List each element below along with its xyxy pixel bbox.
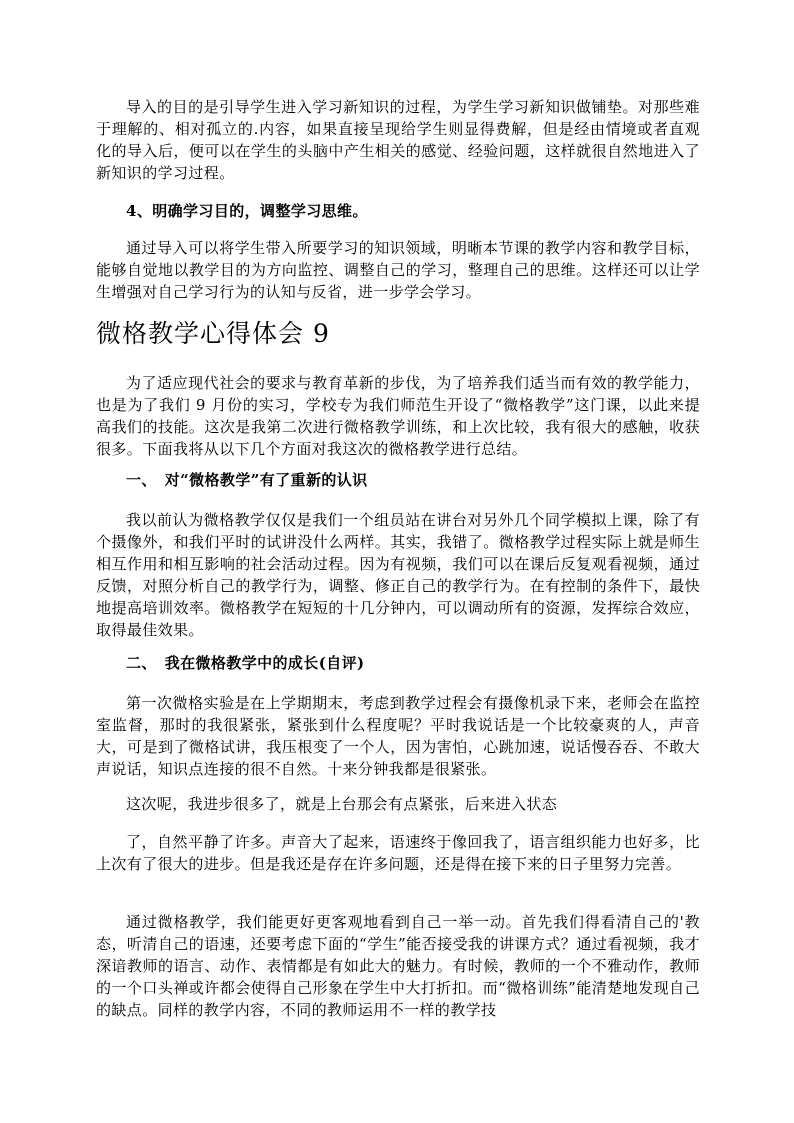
paragraph-progress: 这次呢，我进步很多了，就是上台那会有点紧张，后来进入状态 <box>126 795 558 813</box>
paragraph-background: 为了适应现代社会的要求与教育革新的步伐，为了培养我们适当而有效的教学能力，也是为了我们 9 月份的实习，学校专为我们师范生开设了“微格教学”这门课，以此来提高我们的技能。这次是我第二次进行微格教学训练，和上次比较，我有很大的感触，收获很多。下面我将从以下几个方面对我这次的微格教学进行总结。 <box>96 374 700 458</box>
paragraph-intro-effect: 通过导入可以将学生带入所要学习的知识领域，明晰本节课的教学内容和教学目标，能够自觉地以教学目的为方向监控、调整自己的学习，整理自己的思维。这样还可以让学生增强对自己学习行为的认知与反省，进一步学会学习。 <box>96 239 700 301</box>
subheading-one: 一、 对“微格教学”有了重新的认识 <box>126 471 368 489</box>
subheading-two: 二、 我在微格教学中的成长(自评) <box>126 654 365 672</box>
paragraph-understanding: 我以前认为微格教学仅仅是我们一个组员站在讲台对另外几个同学模拟上课，除了有个摄像外，和我们平时的试讲没什么两样。其实，我错了。微格教学过程实际上就是师生相互作用和相互影响的社会活动过程。因为有视频，我们可以在课后反复观看视频，通过反馈，对照分析自己的教学行为，调整、修正自己的教学行为。在有控制的条件下，最快地提高培训效率。微格教学在短短的十几分钟内，可以调动所有的资源，发挥综合效应，取得最佳效果。 <box>96 511 700 639</box>
paragraph-improvement: 了，自然平静了许多。声音大了起来，语速终于像回我了，语言组织能力也好多，比上次有了很大的进步。但是我还是存在许多问题，还是得在接下来的日子里努力完善。 <box>96 833 700 873</box>
section-title: 微格教学心得体会 9 <box>96 319 330 348</box>
paragraph-reflection: 通过微格教学，我们能更好更客观地看到自己一举一动。首先我们得看清自己的'教态，听清自己的语速，还要考虑下面的“学生”能否接受我的讲课方式？通过看视频，我才深谙教师的语言、动作、表情都是有如此大的魅力。有时候，教师的一个不雅动作，教师的一个口头禅或许都会使得自己形象在学生中大打折扣。而“微格训练”能清楚地发现自己的缺点。同样的教学内容，不同的教师运用不一样的教学技 <box>96 913 700 1019</box>
paragraph-first-experiment: 第一次微格实验是在上学期期末，考虑到教学过程会有摄像机录下来，老师会在监控室监督，那时的我很紧张，紧张到什么程度呢？平时我说话是一个比较豪爽的人，声音大，可是到了微格试讲，我压根变了一个人，因为害怕，心跳加速，说话慢吞吞、不敢大声说话，知识点连接的很不自然。十来分钟我都是很紧张。 <box>96 694 700 778</box>
heading-point-4: 4、明确学习目的，调整学习思维。 <box>126 202 368 220</box>
paragraph-intro-purpose: 导入的目的是引导学生进入学习新知识的过程，为学生学习新知识做铺垫。对那些难于理解的、相对孤立的.内容，如果直接呈现给学生则显得费解，但是经由情境或者直观化的导入后，便可以在学生的头脑中产生相关的感觉、经验问题，这样就很自然地进入了新知识的学习过程。 <box>96 98 700 182</box>
